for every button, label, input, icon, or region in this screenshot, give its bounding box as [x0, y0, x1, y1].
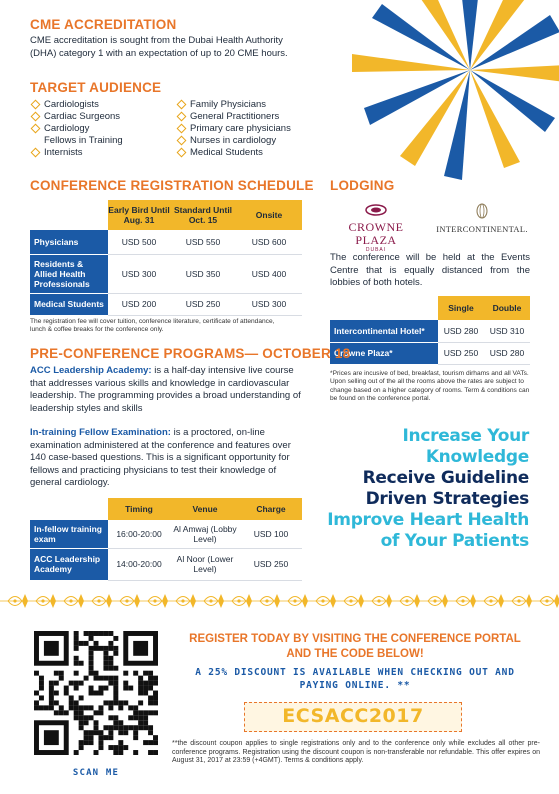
diamond-bullet-icon	[31, 124, 41, 134]
diamond-bullet-icon	[177, 100, 187, 110]
lodging-table	[330, 296, 530, 365]
column-header: Onsite	[236, 200, 302, 230]
cme-heading: CME ACCREDITATION	[30, 17, 177, 32]
list-item: Cardiologists	[32, 99, 123, 111]
table-row: Intercontinental Hotel* USD 280 USD 310	[330, 320, 530, 342]
list-item: Primary care physicians	[178, 123, 291, 135]
column-header: Timing	[108, 498, 170, 520]
starburst-decoration	[300, 0, 559, 200]
table-row: Physicians USD 500 USD 550 USD 600	[30, 230, 302, 254]
column-header: Venue	[170, 498, 240, 520]
audience-heading: TARGET AUDIENCE	[30, 80, 162, 95]
column-header: Single	[438, 296, 484, 320]
intercontinental-logo: INTERCONTINENTAL.	[434, 203, 530, 234]
registration-heading: CONFERENCE REGISTRATION SCHEDULE	[30, 178, 314, 193]
diamond-bullet-icon	[177, 112, 187, 122]
list-item: Internists	[32, 147, 123, 159]
audience-list-right	[178, 99, 291, 159]
fellow-exam-text: In-training Fellow Examination: is a proctored, on-line examination administered at the conference and features over 140 case-based questions. This is a significant opportunity for fellows and practicing physicians to test their knowledge of general cardiology.	[30, 427, 291, 488]
register-line2: AND THE CODE BELOW!	[286, 648, 424, 660]
column-header: Charge	[240, 498, 302, 520]
diamond-bullet-icon	[177, 124, 187, 134]
table-row: Medical Students USD 200 USD 250 USD 300	[30, 293, 302, 315]
discount-code: ECSACC2017	[244, 702, 462, 732]
table-row: In-fellow training exam 16:00-20:00 Al Amwaj (Lobby Level) USD 100	[30, 520, 302, 548]
table-row: Residents & Allied Health Professionals USD 300 USD 350 USD 400	[30, 254, 302, 293]
crown-icon	[365, 204, 387, 216]
list-item: Cardiac Surgeons	[32, 111, 123, 123]
scan-me-label: SCAN ME	[72, 768, 120, 778]
table-row: Crowne Plaza* USD 250 USD 280	[330, 342, 530, 364]
acc-academy-text: ACC Leadership Academy: is a half-day intensive live course that addresses various skills and knowledge in cardiovascular leadership. The programming provides a broad understanding of leadership styles and skills	[30, 365, 301, 414]
ornamental-divider	[0, 590, 559, 612]
crowne-plaza-logo: CROWNE PLAZA DUBAI	[330, 203, 422, 253]
cme-text: CME accreditation is sought from the Dubai Health Authority (DHA) category 1 with an expectation of up to 20 CME hours.	[30, 35, 288, 59]
discount-line2: PAYING ONLINE. **	[299, 680, 411, 691]
globe-emblem-icon	[476, 203, 488, 219]
registration-table	[30, 200, 302, 316]
preconf-table	[30, 498, 302, 581]
audience-list-left	[32, 99, 123, 159]
diamond-bullet-icon	[31, 112, 41, 122]
list-item: Family Physicians	[178, 99, 291, 111]
list-item: Medical Students	[178, 147, 291, 159]
list-item: Cardiology Fellows in Training	[32, 123, 123, 147]
column-header: Double	[484, 296, 530, 320]
list-item: Nurses in cardiology	[178, 135, 291, 147]
lodging-note: *Prices are incusive of bed, breakfast, tourism dirhams and all VATs. Upon selling out of the all the rooms above the rates are subject to change based on a higher category of rooms. Term & conditions can be found on the conference portal.	[330, 370, 530, 403]
registration-note: The registration fee will cover tuition, conference literature, certificate of attendance, lunch & coffee breaks for the conference only.	[30, 318, 275, 334]
column-header: Early Bird Until Aug. 31	[108, 200, 170, 230]
diamond-bullet-icon	[31, 148, 41, 158]
register-line1: REGISTER TODAY BY VISITING THE CONFERENCE PORTAL	[189, 633, 521, 645]
lodging-heading: LODGING	[330, 178, 395, 193]
diamond-bullet-icon	[177, 136, 187, 146]
column-header: Standard Until Oct. 15	[170, 200, 236, 230]
preconf-heading: PRE-CONFERENCE PROGRAMS— OCTOBER 18	[30, 346, 351, 361]
discount-fine-print: **the discount coupon applies to single registrations only and to the conference only while excludes all other pre-conference programs. Registration using the discount coupon is non-transferable nor refundable. This offer expires on August 31, 2017 at 23:59 (+4GMT). Terms & conditions apply.	[172, 740, 540, 765]
lodging-text: The conference will be held at the Events Centre that is equally distanced from the lobbies of both hotels.	[330, 252, 530, 288]
slogan: Increase Your Knowledge Receive Guideline Driven Strategies Improve Heart Health of Your Patients	[327, 426, 529, 551]
diamond-bullet-icon	[177, 148, 187, 158]
qr-code[interactable]	[34, 631, 158, 755]
diamond-bullet-icon	[31, 100, 41, 110]
discount-line1: A 25% DISCOUNT IS AVAILABLE WHEN CHECKING OUT AND	[195, 667, 515, 678]
list-item: General Practitioners	[178, 111, 291, 123]
table-row: ACC Leadership Academy 14:00-20:00 Al Noor (Lower Level) USD 250	[30, 548, 302, 580]
